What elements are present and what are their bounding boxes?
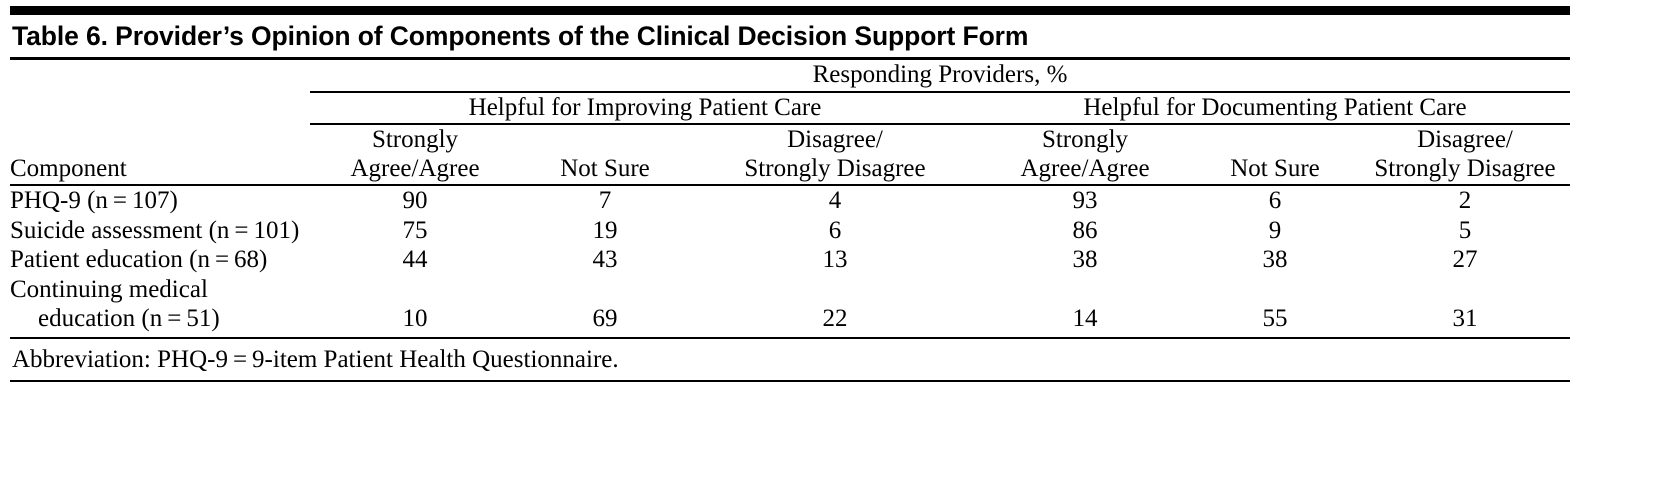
stub-header: Component — [10, 154, 127, 182]
row-component-line1: Continuing medical — [10, 275, 208, 303]
row-value: 38 — [1072, 246, 1098, 274]
row-value: 69 — [592, 305, 618, 333]
row-value: 6 — [1268, 187, 1282, 215]
row-value: 5 — [1458, 216, 1472, 244]
column-header-documenting-agree — [980, 125, 1190, 183]
row-value: 86 — [1072, 216, 1098, 244]
column-header-documenting-notsure — [1190, 125, 1360, 183]
row-value: 22 — [822, 305, 848, 333]
row-value: 31 — [1452, 305, 1478, 333]
table-row — [10, 275, 1570, 334]
group-header-documenting: Helpful for Documenting Patient Care — [1083, 93, 1467, 121]
row-value: 2 — [1458, 187, 1472, 215]
group-header-row — [10, 93, 1570, 123]
column-header-improving-disagree — [690, 125, 980, 183]
row-value: 4 — [828, 187, 842, 215]
row-value: 44 — [402, 246, 428, 274]
row-component-line2: education (n = 51) — [38, 305, 220, 333]
row-value: 19 — [592, 216, 618, 244]
column-header-documenting-disagree — [1360, 125, 1570, 183]
row-value: 75 — [402, 216, 428, 244]
row-value: 38 — [1262, 246, 1288, 274]
row-component: PHQ-9 (n = 107) — [10, 187, 178, 215]
row-value: 7 — [598, 187, 612, 215]
table-row — [10, 186, 1570, 216]
row-value: 55 — [1262, 305, 1288, 333]
column-header-line2: Strongly Disagree — [744, 155, 926, 183]
row-value: 10 — [402, 305, 428, 333]
table-row — [10, 216, 1570, 246]
row-value: 13 — [822, 246, 848, 274]
table-footnote: Abbreviation: PHQ-9 = 9-item Patient Health Questionnaire. — [12, 345, 619, 373]
row-component — [10, 275, 310, 334]
row-value: 14 — [1072, 305, 1098, 333]
column-header-line1: Strongly — [371, 126, 459, 154]
column-header-row — [10, 125, 1570, 183]
row-value: 90 — [402, 187, 428, 215]
group-header-improving: Helpful for Improving Patient Care — [468, 93, 822, 121]
overall-header: Responding Providers, % — [812, 61, 1068, 89]
row-value: 43 — [592, 246, 618, 274]
data-table — [10, 60, 1570, 334]
column-header-improving-agree — [310, 125, 520, 183]
row-value: 93 — [1072, 187, 1098, 215]
table-container — [10, 0, 1570, 382]
row-component: Suicide assessment (n = 101) — [10, 216, 300, 244]
row-value: 9 — [1268, 216, 1282, 244]
top-border-rule — [10, 6, 1570, 15]
column-header-line1: Disagree/ — [1417, 126, 1513, 154]
column-header-line2: Agree/Agree — [350, 155, 480, 183]
group-header-spacer — [10, 93, 310, 123]
overall-header-row — [10, 60, 1570, 90]
column-header-line1: Disagree/ — [787, 126, 883, 154]
row-value: 6 — [828, 216, 842, 244]
column-header-line1: Strongly — [1041, 126, 1129, 154]
column-header-line2: Strongly Disagree — [1374, 155, 1556, 183]
table-row — [10, 245, 1570, 275]
table-title: Table 6. Provider’s Opinion of Components of the Clinical Decision Support Form — [12, 21, 1029, 51]
column-header-line2: Agree/Agree — [1020, 155, 1150, 183]
row-component: Patient education (n = 68) — [10, 246, 268, 274]
column-header-line2: Not Sure — [1230, 155, 1320, 183]
overall-header-spacer — [10, 60, 310, 90]
column-header-line2: Not Sure — [560, 155, 650, 183]
bottom-border-rule — [10, 380, 1570, 382]
column-header-improving-notsure — [520, 125, 690, 183]
row-value: 27 — [1452, 246, 1478, 274]
